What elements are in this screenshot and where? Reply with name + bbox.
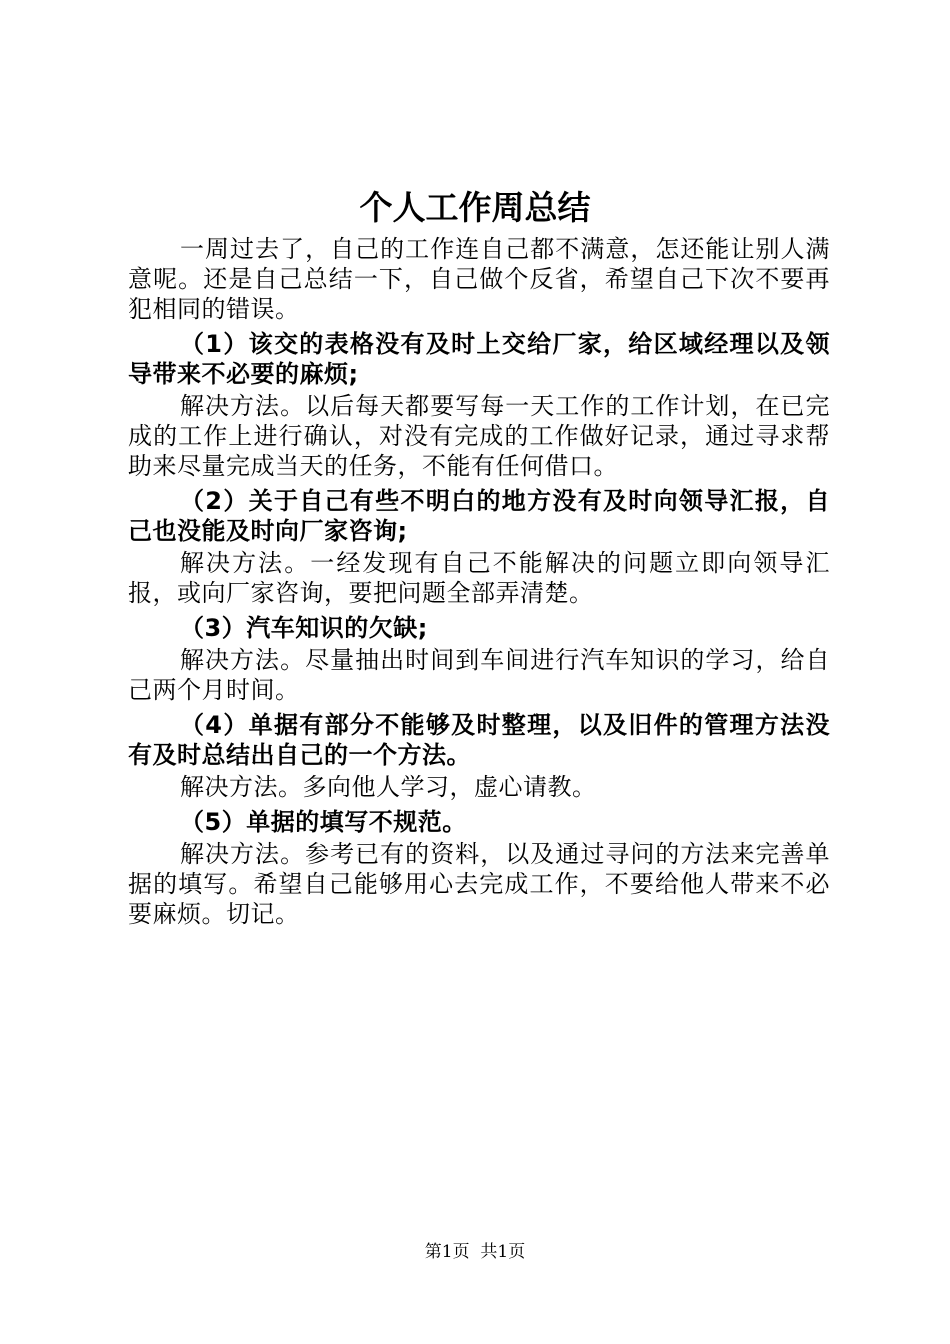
item-2-solution: 解决方法。一经发现有自己不能解决的问题立即向领导汇报，或向厂家咨询，要把问题全部弄清楚。 xyxy=(128,549,830,607)
item-1-heading: （1）该交的表格没有及时上交给厂家，给区域经理以及领导带来不必要的麻烦; xyxy=(128,330,830,388)
item-1-solution: 解决方法。以后每天都要写每一天工作的工作计划，在已完成的工作上进行确认，对没有完成的工作做好记录，通过寻求帮助来尽量完成当天的任务，不能有任何借口。 xyxy=(128,392,830,480)
item-3-heading: （3）汽车知识的欠缺; xyxy=(180,614,428,642)
item-2-heading: （2）关于自己有些不明白的地方没有及时向领导汇报，自己也没能及时向厂家咨询; xyxy=(128,487,830,545)
page-title: 个人工作周总结 xyxy=(359,188,591,227)
document-body xyxy=(128,234,830,929)
item-3-solution: 解决方法。尽量抽出时间到车间进行汽车知识的学习，给自己两个月时间。 xyxy=(128,646,830,704)
page-number: 第1页 共1页 xyxy=(424,1242,526,1262)
item-4-solution: 解决方法。多向他人学习，虚心请教。 xyxy=(180,773,597,801)
item-4-heading: （4）单据有部分不能够及时整理，以及旧件的管理方法没有及时总结出自己的一个方法。 xyxy=(128,711,830,769)
item-5-solution: 解决方法。参考已有的资料，以及通过寻问的方法来完善单据的填写。希望自己能够用心去完成工作，不要给他人带来不必要麻烦。切记。 xyxy=(128,840,830,928)
intro-paragraph: 一周过去了，自己的工作连自己都不满意，怎还能让别人满意呢。还是自己总结一下，自己做个反省，希望自己下次不要再犯相同的错误。 xyxy=(128,235,830,323)
page-footer xyxy=(0,1240,950,1264)
item-5-heading: （5）单据的填写不规范。 xyxy=(180,808,467,836)
